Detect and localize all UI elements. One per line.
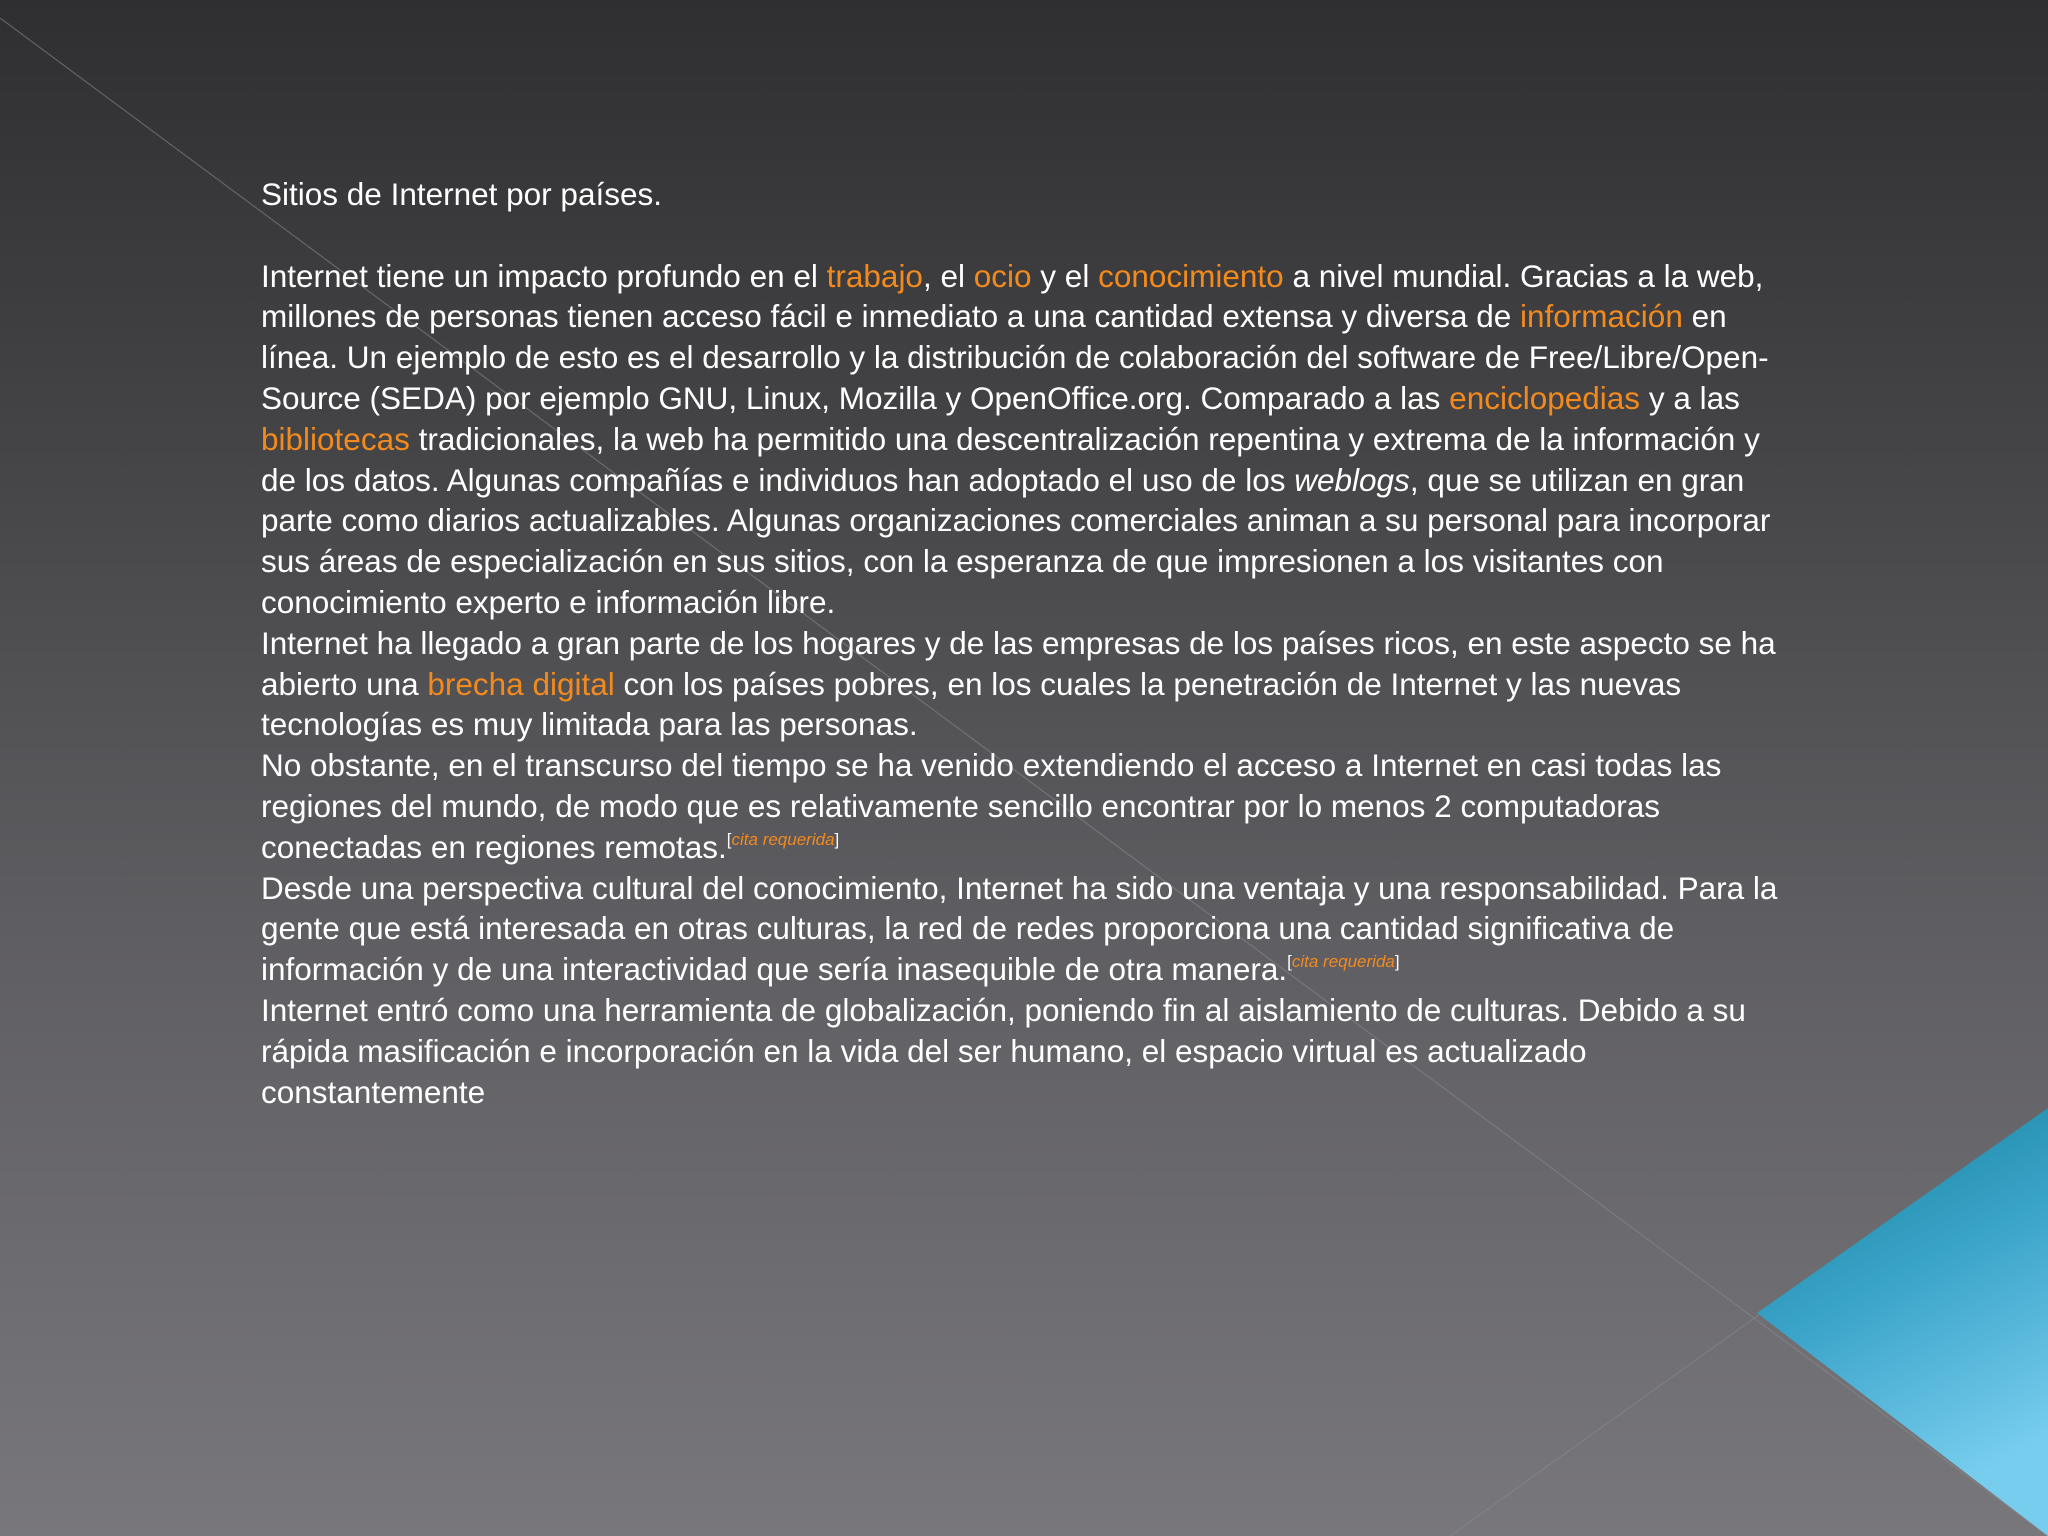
decorative-diagonal-line-secondary [1450, 1314, 1760, 1536]
text-run: , que se utilizan en gran parte como diarios actualizables. Algunas organizaciones comerciales animan a su personal para incorporar sus áreas de especialización en sus sitios, con la esperanza de que impresionen a los visitantes con conocimiento experto e información libre. [261, 461, 1771, 620]
slide-heading: Sitios de Internet por países. [261, 176, 662, 212]
italic-term-weblogs: weblogs [1294, 461, 1410, 498]
paragraph-access-expansion [261, 745, 1801, 867]
slide-text-body [261, 174, 1801, 1112]
text-run: Internet ha llegado a gran parte de los hogares y de las empresas de los países ricos, en este aspecto se ha abierto una [261, 624, 1776, 702]
link-trabajo[interactable]: trabajo [826, 257, 923, 294]
link-cita-requerida[interactable]: cita requerida [731, 829, 835, 849]
text-run: Internet entró como una herramienta de globalización, poniendo fin al aislamiento de culturas. Debido a su rápida masificación e incorporación en la vida del ser humano, el espacio virtual es actualizado constantemente [261, 991, 1746, 1110]
text-run: y el [1031, 257, 1099, 294]
paragraph-digital-divide [261, 623, 1801, 745]
text-run: con los países pobres, en los cuales la penetración de Internet y las nuevas tecnologías es muy limitada para las personas. [261, 665, 1682, 743]
paragraph-impact [261, 256, 1801, 623]
link-informacion[interactable]: información [1520, 298, 1683, 335]
citation-bracket: ] [1394, 952, 1400, 972]
paragraph-spacer [261, 215, 1801, 256]
paragraph-cultural-perspective [261, 868, 1801, 990]
link-ocio[interactable]: ocio [973, 257, 1032, 294]
text-run: Internet tiene un impacto profundo en el [261, 257, 827, 294]
text-run: a nivel mundial. Gracias a la web, millones de personas tienen acceso fácil e inmediato a una cantidad extensa y diversa de [261, 257, 1764, 335]
link-cita-requerida[interactable]: cita requerida [1291, 952, 1395, 972]
text-run: en línea. Un ejemplo de esto es el desarrollo y la distribución de colaboración del software de Free/Libre/Open-Source (SEDA) por ejemplo GNU, Linux, Mozilla y OpenOffice.org. Comparado a las [261, 298, 1769, 416]
link-enciclopedias[interactable]: enciclopedias [1449, 379, 1641, 416]
text-run: tradicionales, la web ha permitido una descentralización repentina y extrema de la información y de los datos. Algunas compañías e individuos han adoptado el uso de los [261, 420, 1760, 498]
citation-needed [727, 830, 839, 849]
text-run: y a las [1640, 379, 1740, 416]
text-run: No obstante, en el transcurso del tiempo se ha venido extendiendo el acceso a Internet en casi todas las regiones del mundo, de modo que es relativamente sencillo encontrar por lo menos 2 computadoras conectadas en regiones remotas. [261, 747, 1722, 865]
link-brecha-digital[interactable]: brecha digital [427, 665, 615, 702]
text-run: , el [922, 257, 974, 294]
citation-needed [1287, 952, 1399, 971]
paragraph-globalization [261, 990, 1801, 1112]
teal-accent-shape [1757, 1108, 2048, 1536]
citation-bracket: [ [1287, 952, 1292, 972]
citation-bracket: ] [834, 829, 840, 849]
citation-bracket: [ [726, 829, 732, 849]
link-bibliotecas[interactable]: bibliotecas [261, 420, 410, 457]
text-run: Desde una perspectiva cultural del conocimiento, Internet ha sido una ventaja y una responsabilidad. Para la gente que está interesada en otras culturas, la red de redes proporciona una cantidad significativa de información y de una interactividad que sería inasequible de otra manera. [261, 869, 1778, 988]
link-conocimiento[interactable]: conocimiento [1098, 257, 1284, 294]
